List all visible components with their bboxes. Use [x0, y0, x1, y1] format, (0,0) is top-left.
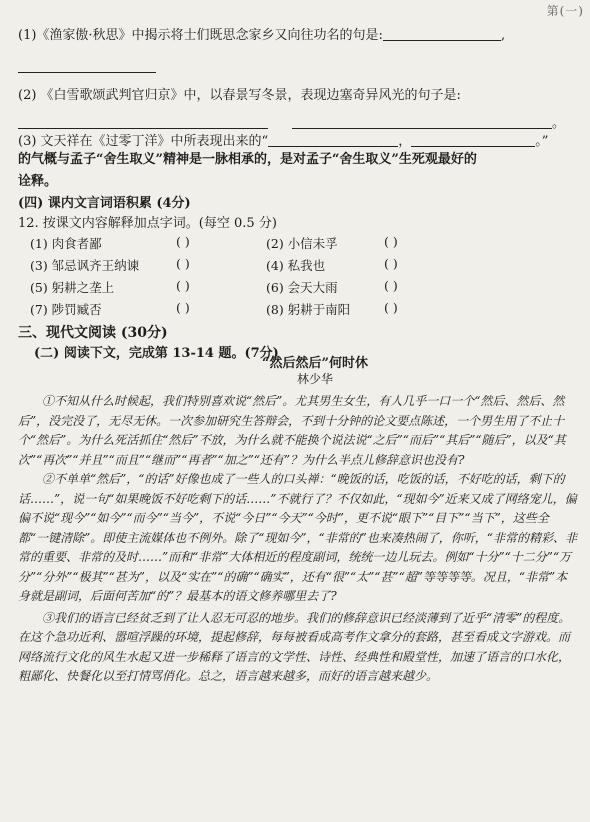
question-2-text: (2) 《白雪歌颂武判官归京》中，以春景写冬景，表现边塞奇异风光的句子是:: [18, 88, 461, 103]
answer-blank: [292, 128, 552, 129]
question-3-line-2: 的气概与孟子“舍生取义”精神是一脉相承的，是对孟子“舍生取义”生死观最好的: [18, 152, 477, 167]
vocab-item: (5) 躬耕之垄上: [30, 280, 115, 295]
question-3-text: (3) 文天祥在《过零丁洋》中所表现出来的“: [18, 134, 269, 149]
answer-paren: ( ): [384, 278, 398, 293]
answer-paren: ( ): [176, 300, 190, 315]
vocab-item: (7) 陟罚臧否: [30, 302, 102, 317]
vocab-item: (6) 会天大雨: [266, 280, 338, 295]
answer-paren: ( ): [384, 256, 398, 271]
section-3-title: 三、现代文阅读 (30分): [18, 325, 168, 341]
header-mark: 第(一): [546, 4, 584, 18]
answer-blank: [411, 146, 535, 147]
answer-blank: [18, 72, 156, 73]
answer-blank: [268, 146, 398, 147]
question-1-line-2: [18, 60, 156, 75]
question-1: [18, 24, 505, 43]
article-body: [18, 392, 578, 687]
answer-blank: [18, 128, 268, 129]
punct: 。: [552, 116, 566, 131]
vocab-item: (8) 躬耕于南阳: [266, 302, 351, 317]
answer-paren: ( ): [176, 256, 190, 271]
answer-paren: ( ): [384, 234, 398, 249]
question-3: [18, 130, 548, 149]
paragraph-2: ②不单单“然后”，“的话”好像也成了一些人的口头禅：“晚饭的话，吃饭的话，不好吃的话，剩下的话……”，说一句“如果晚饭不好吃剩下的话……”不就行了？不仅如此，“现如今”近来又成了网络宠儿，偏偏不说“现今”“如今”“而今”“当今”，不说“今日”“今天”“今时”，更不说“眼下”“目下”“当下”，这些全都“一键清除”。即使主流媒体也不例外。除了“现如今”，“非常的”也来凑热闹了，你听，“非常的精彩、非常的重要、非常的及时……”而和“非常”大体相近的程度副词，统统一边儿玩去。例如“十分”“十二分”“万分”“分外”“极其”“甚为”，以及“实在”“的确”“确实”，还有“很”“太”“甚”“超”等等等等。况且，“非常”本身就是副词，后面何苦加“的”？最基本的语文修养哪里去了?: [18, 472, 577, 603]
question-2: [18, 84, 461, 103]
answer-paren: ( ): [176, 234, 190, 249]
paragraph-1: ①不知从什么时候起，我们特别喜欢说“然后”。尤其男生女生，有人几乎一口一个“然后、然后、然后”，没完没了，无尽无休。一次参加研究生答辩会，不到十分钟的论文要点陈述，一个男生用了不止十个“然后”。为什么死活抓住“然后”不放，为什么就不能换个说法说“之后”“而后”“其后”“随后”，以及“其次”“再次”“并且”“而且”“继而”“再者”“加之”“还有”？为什么半点儿修辞意识也没有?: [18, 394, 566, 467]
vocab-item: (1) 肉食者鄙: [30, 236, 102, 251]
punct: ,: [500, 28, 506, 43]
article-title: “然后然后”何时休: [262, 356, 368, 371]
article-author: 林少华: [296, 372, 333, 386]
paragraph-3: ③我们的语言已经贫乏到了让人忍无可忍的地步。我们的修辞意识已经淡薄到了近乎“清零”的程度。在这个急功近利、嚣喧浮躁的环境，提起修辞，每每被看成高考作文拿分的套路，甚至看成文字游戏。而网络流行文化的风生水起又进一步稀释了语言的文学性、诗性、经典性和殿堂性，加速了语言的口水化，粗鄙化、快餐化以至打情骂俏化。总之，语言越来越多，而好的语言越来越少。: [18, 610, 571, 683]
question-12-instruction: 12. 按课文内容解释加点字词。(每空 0.5 分): [18, 216, 277, 231]
question-3-line-3: 诠释。: [18, 174, 58, 189]
answer-paren: ( ): [176, 278, 190, 293]
vocab-item: (4) 私我也: [266, 258, 326, 273]
question-2-line-2: [18, 112, 565, 131]
answer-paren: ( ): [384, 300, 398, 315]
section-4-title: (四) 课内文言词语积累 (4分): [18, 196, 191, 211]
punct: 。”: [535, 134, 549, 149]
vocab-item: (3) 邹忌讽齐王纳谏: [30, 258, 140, 273]
subsection-2-title: (二) 阅读下文，完成第 13-14 题。(7分): [34, 346, 279, 361]
punct: ，: [398, 134, 412, 149]
answer-blank: [383, 40, 501, 41]
question-1-text: (1)《渔家傲·秋思》中揭示将士们既思念家乡又向往功名的句是:: [18, 28, 383, 43]
vocab-item: (2) 小信未孚: [266, 236, 338, 251]
